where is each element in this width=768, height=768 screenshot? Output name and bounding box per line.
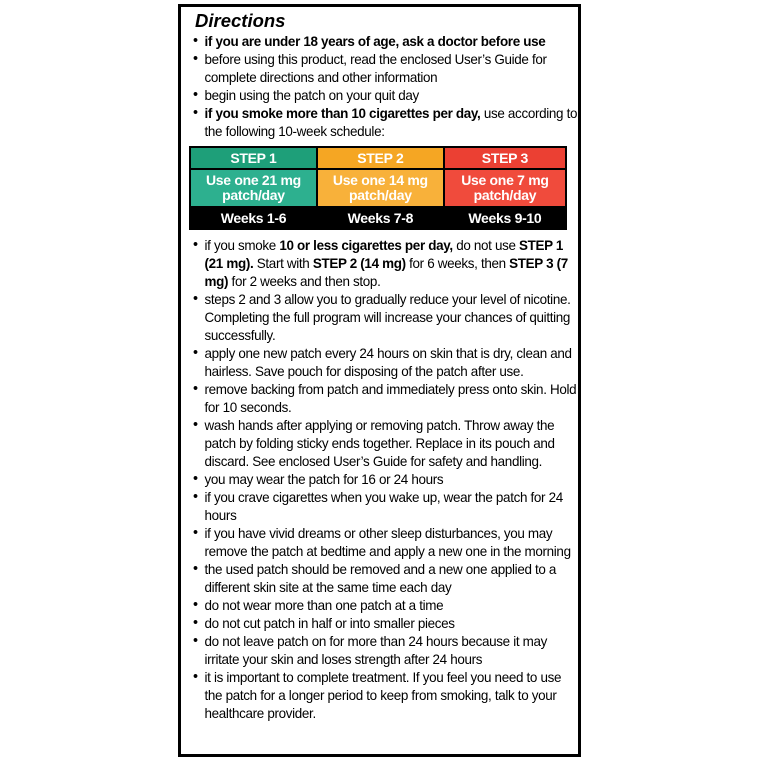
list-item-text: use according to the following 10-week schedule: <box>204 105 578 139</box>
step-3-weeks: Weeks 9-10 <box>444 207 566 229</box>
list-item: • remove backing from patch and immediately press onto skin. Hold for 10 seconds. <box>193 380 579 416</box>
step-1-dose: Use one 21 mg patch/day <box>190 169 317 207</box>
list-item-text: begin using the patch on your quit day <box>204 87 419 103</box>
list-item: • do not cut patch in half or into smaller pieces <box>193 614 579 632</box>
list-item-text: before using this product, read the enclosed User’s Guide for complete directions and other information <box>204 51 547 85</box>
list-item: • it is important to complete treatment. If you feel you need to use the patch for a longer period to keep from smoking, talk to your healthcare provider. <box>193 668 579 722</box>
list-item-text: if you smoke <box>204 237 280 253</box>
list-item-text: for 6 weeks, then <box>405 255 510 271</box>
list-item-text: for 2 weeks and then stop. <box>228 273 381 289</box>
step-3-dose: Use one 7 mg patch/day <box>444 169 566 207</box>
top-directions-list <box>193 32 578 140</box>
list-item: • apply one new patch every 24 hours on skin that is dry, clean and hairless. Save pouch for disposing of the patch after use. <box>193 344 579 380</box>
list-item-bold: 10 or less cigarettes per day, <box>279 237 453 253</box>
list-item: • the used patch should be removed and a new one applied to a different skin site at the same time each day <box>193 560 579 596</box>
list-item: • if you have vivid dreams or other sleep disturbances, you may remove the patch at bedtime and apply a new one in the morning <box>193 524 579 560</box>
heavy-smoker-label: if you smoke more than 10 cigarettes per day, <box>204 105 481 121</box>
list-item <box>193 50 579 86</box>
step-1-weeks: Weeks 1-6 <box>190 207 317 229</box>
list-item: • do not wear more than one patch at a time <box>193 596 579 614</box>
list-item-text: do not use <box>452 237 520 253</box>
list-item-bold: STEP 1 (21 mg). <box>204 237 564 271</box>
step-2-weeks: Weeks 7-8 <box>317 207 444 229</box>
list-item-text: Start with <box>253 255 313 271</box>
directions-heading: Directions <box>195 10 286 31</box>
schedule-dose-row <box>190 169 566 207</box>
list-item <box>193 236 579 290</box>
list-item: • do not leave patch on for more than 24 hours because it may irritate your skin and loses strength after 24 hours <box>193 632 579 668</box>
age-warning: if you are under 18 years of age, ask a doctor before use <box>204 33 546 49</box>
schedule-weeks-row <box>190 207 566 229</box>
list-item <box>193 104 579 140</box>
step-2-dose: Use one 14 mg patch/day <box>317 169 444 207</box>
list-item: • wash hands after applying or removing patch. Throw away the patch by folding sticky ends together. Replace in its pouch and discard. See enclosed User’s Guide for safety and handling. <box>193 416 579 470</box>
list-item: • steps 2 and 3 allow you to gradually reduce your level of nicotine. Completing the full program will increase your chances of quitting successfully. <box>193 290 579 344</box>
dosing-schedule-table <box>189 146 567 230</box>
step-1-label: STEP 1 <box>190 147 317 169</box>
list-item-bold: STEP 3 (7 mg) <box>204 255 568 289</box>
directions-panel <box>178 4 581 757</box>
additional-directions-list <box>193 236 577 722</box>
list-item: • if you crave cigarettes when you wake up, wear the patch for 24 hours <box>193 488 579 524</box>
list-item <box>193 32 579 50</box>
list-item: • you may wear the patch for 16 or 24 hours <box>193 470 579 488</box>
list-item <box>193 86 579 104</box>
step-2-label: STEP 2 <box>317 147 444 169</box>
step-3-label: STEP 3 <box>444 147 566 169</box>
schedule-step-row <box>190 147 566 169</box>
list-item-bold: STEP 2 (14 mg) <box>312 255 406 271</box>
